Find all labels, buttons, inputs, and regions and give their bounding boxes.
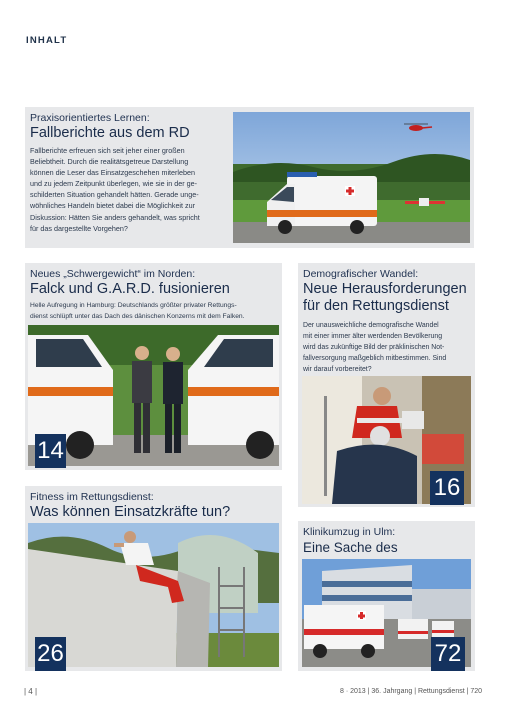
page-number-badge: 26: [35, 637, 66, 671]
footer-page-number: | 4 |: [24, 687, 38, 696]
article-title: Falck und G.A.R.D. fusionieren: [30, 281, 230, 297]
article-card-falck-gard[interactable]: [25, 263, 282, 470]
article-card-klinikumzug-ulm[interactable]: [298, 521, 475, 671]
article-card-fitness[interactable]: [25, 486, 282, 671]
article-title: Eine Sache des: [303, 540, 398, 555]
article-card-fallberichte[interactable]: [25, 107, 474, 248]
footer-issue-info: 8 · 2013 | 36. Jahrgang | Rettungsdienst | 720: [340, 688, 483, 695]
article-title: Fallberichte aus dem RD: [30, 125, 190, 141]
article-kicker: Klinikumzug in Ulm:: [303, 526, 396, 538]
page-number-badge: 14: [35, 434, 66, 468]
article-card-demografischer-wandel[interactable]: [298, 263, 475, 507]
article-kicker: Demografischer Wandel:: [303, 268, 419, 280]
article-teaser: Helle Aufregung in Hamburg: Deutschlands größter privater Rettungs- dienst schlüpft unter das Dach des dänischen Konzerns mit dem Falken.: [30, 302, 245, 321]
article-teaser: Der unausweichliche demografische Wandel mit einer immer älter werdenden Bevölkerung wird das zukünftige Bild der präklinischen Not- fallversorgung maßgeblich mitbestimmen. Sind wir darauf vorbereitet?: [303, 322, 447, 374]
article-teaser: Fallberichte erfreuen sich seit jeher einer großen Beliebtheit. Durch die realitätsgetreue Darstellung können die Leser das Einsatzgeschehen miterleben und zu jedem Zeitpunkt überlegen, wie sie in der ge- schilderten Situation gehandelt hätten. Gerade unge- wöhnliches Handeln bietet dabei die Möglichkeit zur Diskussion: Hätten Sie anders gehandelt, was spricht für das dargestellte Vorgehen?: [30, 146, 200, 233]
section-header: INHALT: [26, 35, 68, 46]
ambulance-and-helicopter-photo: [233, 112, 470, 243]
article-kicker: Fitness im Rettungsdienst:: [30, 491, 154, 503]
article-kicker: Neues „Schwergewicht“ im Norden:: [30, 268, 196, 280]
page-number-badge: 16: [430, 471, 464, 505]
page-number-badge: 72: [431, 637, 465, 671]
article-kicker: Praxisorientiertes Lernen:: [30, 112, 150, 124]
article-title: Was können Einsatzkräfte tun?: [30, 504, 231, 520]
article-title: Neue Herausforderungen für den Rettungsdienst: [303, 281, 467, 314]
